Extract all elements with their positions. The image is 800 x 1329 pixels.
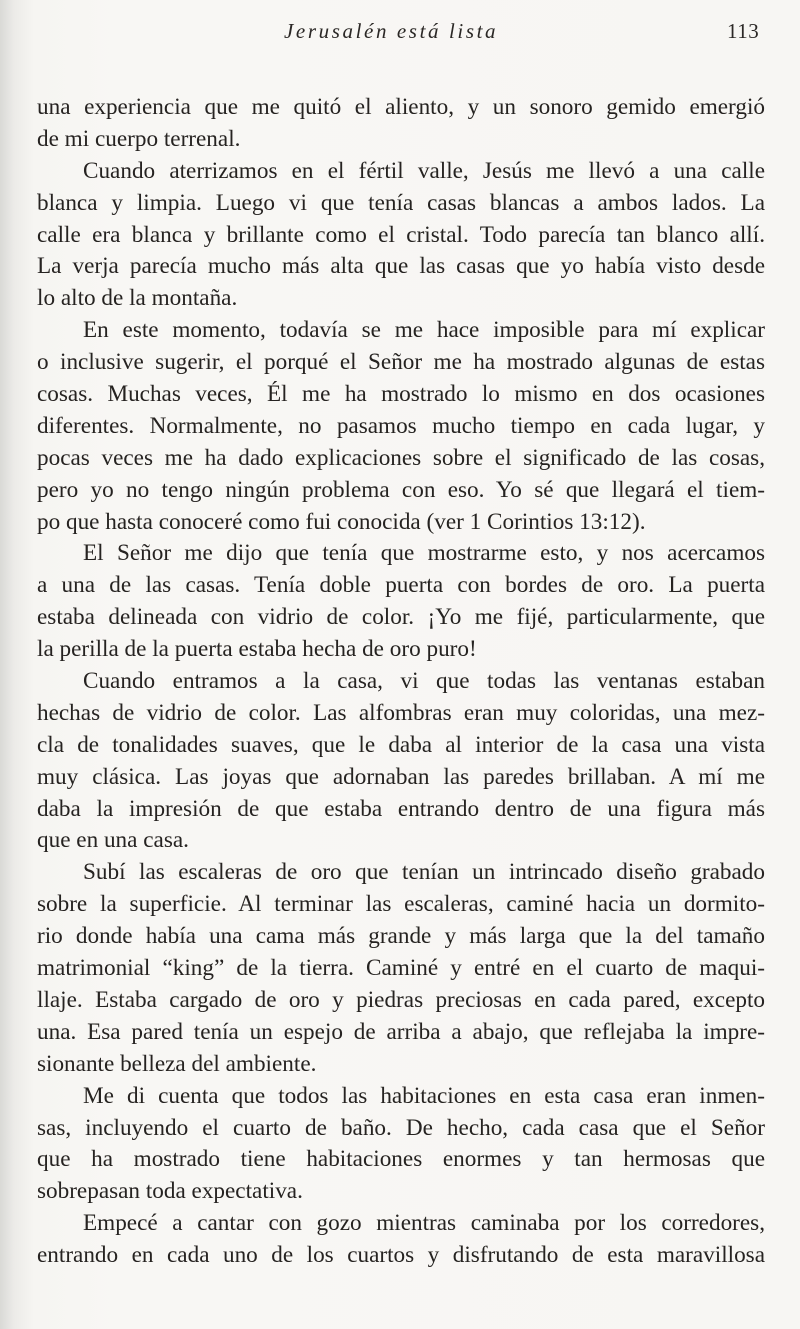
text-line: pocas veces me ha dado explicaciones sobre el significado de las cosas, — [37, 444, 765, 471]
text-line: sobrepasan toda expectativa. — [37, 1178, 303, 1205]
body-text — [37, 92, 765, 1272]
text-line: a una de las casas. Tenía doble puerta con bordes de oro. La puerta — [37, 572, 765, 599]
text-line: una. Esa pared tenía un espejo de arriba a abajo, que reflejaba la impre- — [37, 1018, 765, 1045]
text-line: sas, incluyendo el cuarto de baño. De hecho, cada casa que el Señor — [37, 1114, 765, 1141]
text-line: po que hasta conoceré como fui conocida (ver 1 Corintios 13:12). — [37, 508, 646, 535]
text-line: rio donde había una cama más grande y más larga que la del tamaño — [37, 923, 765, 950]
text-line: cla de tonalidades suaves, que le daba al interior de la casa una vista — [37, 731, 765, 758]
text-line: sobre la superficie. Al terminar las escaleras, caminé hacia un dormito- — [37, 891, 765, 918]
text-line: que en una casa. — [37, 827, 189, 854]
text-line: pero yo no tengo ningún problema con eso. Yo sé que llegará el tiem- — [37, 476, 765, 503]
text-line: entrando en cada uno de los cuartos y disfrutando de esta maravillosa — [37, 1242, 765, 1269]
text-line: llaje. Estaba cargado de oro y piedras preciosas en cada pared, excepto — [37, 986, 765, 1013]
text-line: sionante belleza del ambiente. — [37, 1050, 317, 1077]
paragraph-first-line: El Señor me dijo que tenía que mostrarme esto, y nos acercamos — [83, 540, 765, 567]
text-line: la perilla de la puerta estaba hecha de oro puro! — [37, 636, 477, 663]
text-line: La verja parecía mucho más alta que las casas que yo había visto desde — [37, 253, 765, 280]
text-line: blanca y limpia. Luego vi que tenía casas blancas a ambos lados. La — [37, 189, 765, 216]
text-line: una experiencia que me quitó el aliento, y un sonoro gemido emergió — [37, 94, 765, 120]
paragraph-first-line: Cuando aterrizamos en el fértil valle, Jesús me llevó a una calle — [83, 157, 765, 184]
text-line: o inclusive sugerir, el porqué el Señor me ha mostrado algunas de estas — [37, 349, 765, 376]
paragraph-first-line: Subí las escaleras de oro que tenían un intrincado diseño grabado — [83, 859, 765, 886]
running-title: Jerusalén está lista — [284, 19, 499, 43]
paragraph-first-line: Me di cuenta que todos las habitaciones en esta casa eran inmen- — [83, 1082, 765, 1109]
text-line: lo alto de la montaña. — [37, 285, 238, 312]
text-line: hechas de vidrio de color. Las alfombras eran muy coloridas, una mez- — [37, 699, 765, 726]
text-line: daba la impresión de que estaba entrando dentro de una figura más — [37, 795, 765, 822]
paragraph-first-line: Empecé a cantar con gozo mientras caminaba por los corredores, — [83, 1210, 765, 1237]
text-line: muy clásica. Las joyas que adornaban las paredes brillaban. A mí me — [37, 763, 765, 790]
page-number: 113 — [727, 19, 760, 43]
text-line: matrimonial “king” de la tierra. Caminé y entré en el cuarto de maqui- — [37, 955, 765, 982]
running-header — [0, 19, 800, 49]
text-line: que ha mostrado tiene habitaciones enormes y tan hermosas que — [37, 1146, 765, 1173]
text-line: calle era blanca y brillante como el cristal. Todo parecía tan blanco allí. — [37, 221, 765, 248]
paragraph-first-line: Cuando entramos a la casa, vi que todas las ventanas estaban — [83, 668, 765, 695]
text-line: de mi cuerpo terrenal. — [37, 125, 241, 152]
text-line: estaba delineada con vidrio de color. ¡Yo me fijé, particularmente, que — [37, 604, 765, 631]
text-line: cosas. Muchas veces, Él me ha mostrado lo mismo en dos ocasiones — [37, 381, 765, 408]
paragraph-first-line: En este momento, todavía se me hace imposible para mí explicar — [83, 317, 765, 344]
text-line: diferentes. Normalmente, no pasamos mucho tiempo en cada lugar, y — [37, 412, 765, 439]
